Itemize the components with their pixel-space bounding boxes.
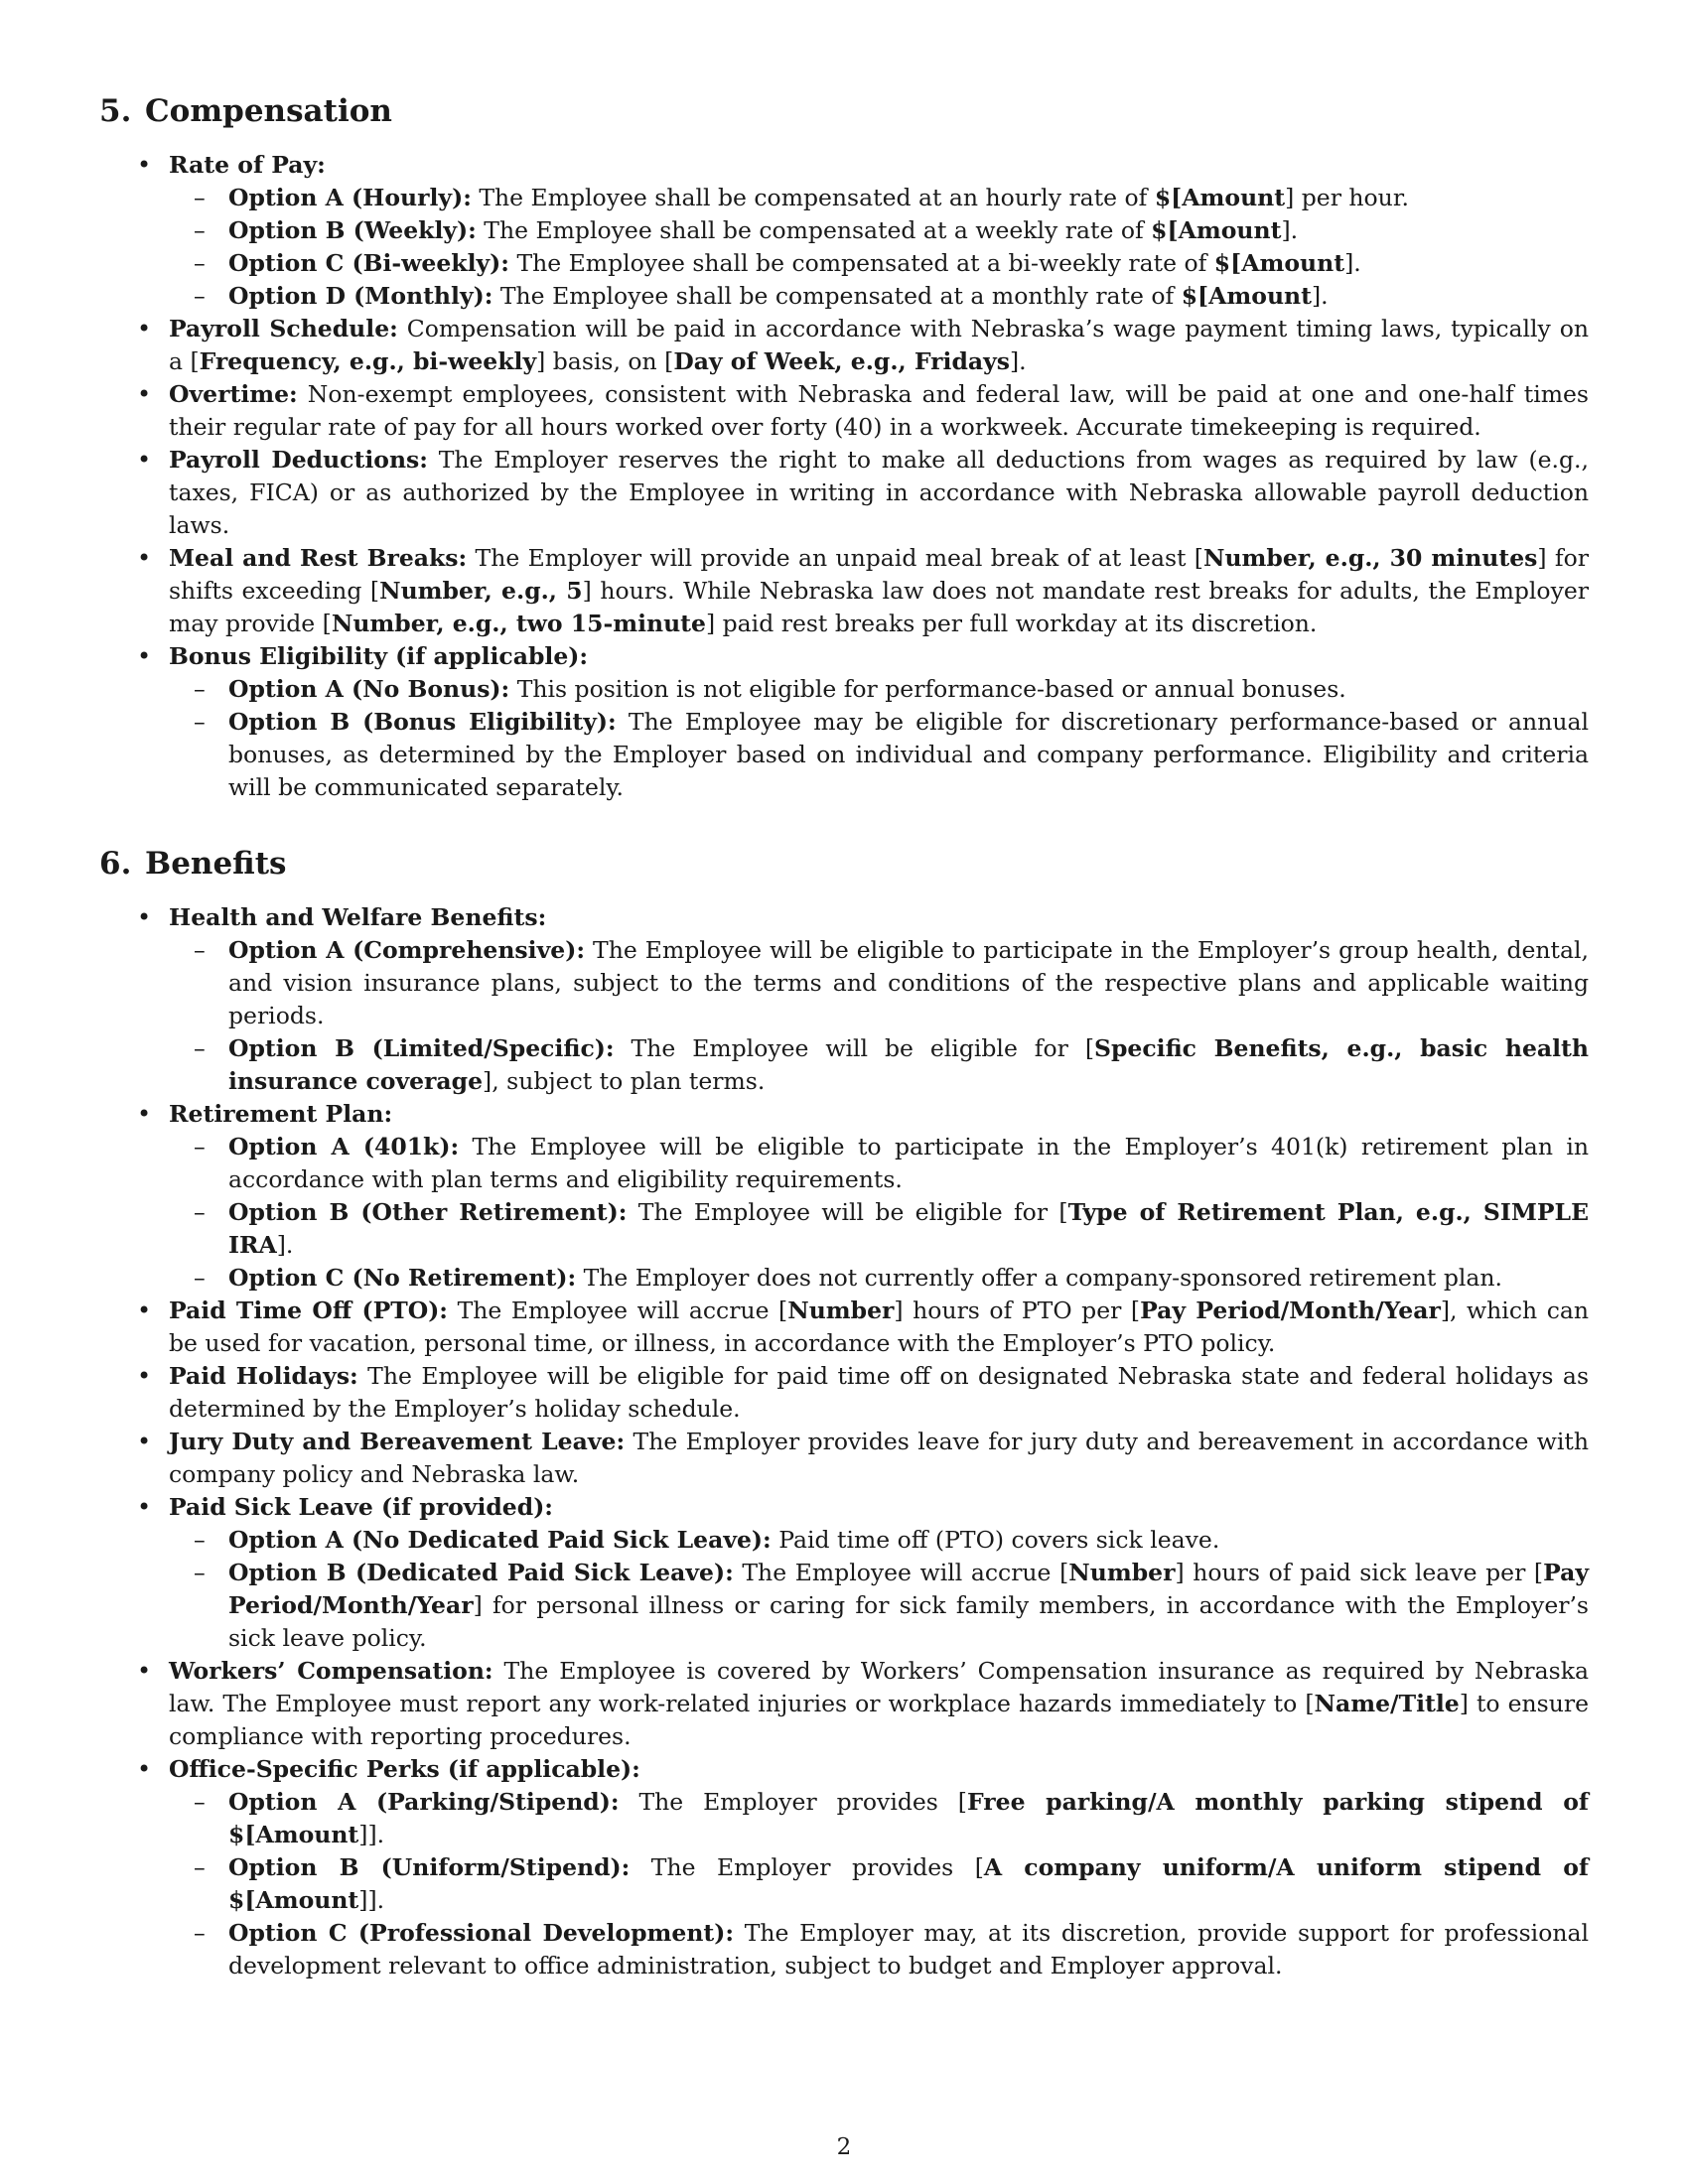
- placeholder-field: Number, e.g., 5: [379, 577, 583, 605]
- section-title: [99, 91, 1589, 131]
- option-list: [169, 1131, 1589, 1295]
- placeholder-field: $[Amount: [1154, 184, 1286, 211]
- option-item: [169, 1131, 1589, 1196]
- list-item: [99, 1491, 1589, 1655]
- list-item: [99, 378, 1589, 444]
- text-run: ] hours of paid sick leave per [: [1175, 1559, 1544, 1586]
- list-item: [99, 313, 1589, 378]
- item-text: [169, 1426, 1589, 1491]
- item-text: [169, 1753, 1589, 1786]
- item-text: [169, 378, 1589, 444]
- text-run: The Employee will be eligible for [: [627, 1198, 1068, 1226]
- list-item: [99, 1655, 1589, 1753]
- option-label: Option A (No Bonus):: [228, 675, 510, 703]
- option-label: Option B (Weekly):: [228, 216, 477, 244]
- text-run: ], subject to plan terms.: [483, 1067, 766, 1095]
- item-list: [99, 901, 1589, 1982]
- item-heading: Payroll Schedule:: [169, 315, 398, 342]
- text-run: The Employee will be eligible for paid time off on designated Nebraska state and federal holidays as determined by the Employer’s holiday schedule.: [169, 1362, 1589, 1423]
- item-text: [169, 1360, 1589, 1426]
- option-list: [169, 934, 1589, 1098]
- text-run: Paid time off (PTO) covers sick leave.: [771, 1526, 1220, 1554]
- option-item: [169, 214, 1589, 247]
- option-label: Option B (Other Retirement):: [228, 1198, 628, 1226]
- item-text: [169, 542, 1589, 640]
- text-run: The Employee will be eligible to participate in the Employer’s 401(k) retirement plan in accordance with plan terms and eligibility requirements.: [228, 1133, 1589, 1193]
- item-text: [169, 149, 1589, 182]
- text-run: This position is not eligible for performance-based or annual bonuses.: [509, 675, 1346, 703]
- text-run: ].: [276, 1231, 294, 1259]
- option-label: Option A (401k):: [228, 1133, 460, 1160]
- placeholder-field: $[Amount: [1151, 216, 1282, 244]
- text-run: The Employee shall be compensated at a monthly rate of: [492, 282, 1182, 310]
- list-item: [99, 901, 1589, 1098]
- item-text: [169, 1295, 1589, 1360]
- item-text: [169, 1491, 1589, 1524]
- item-text: [169, 901, 1589, 934]
- item-heading: Paid Sick Leave (if provided):: [169, 1493, 553, 1521]
- option-list: [169, 182, 1589, 313]
- placeholder-field: $[Amount: [1181, 282, 1312, 310]
- option-list: [169, 1786, 1589, 1982]
- list-item: [99, 444, 1589, 542]
- option-item: [169, 1917, 1589, 1982]
- section-title-text: Benefits: [145, 846, 287, 882]
- section-number: 6.: [99, 846, 132, 882]
- option-list: [169, 1524, 1589, 1655]
- placeholder-field: Type of Retirement Plan, e.g., SIMPLE IRA: [228, 1198, 1589, 1259]
- item-text: [169, 1098, 1589, 1131]
- option-label: Option B (Dedicated Paid Sick Leave):: [228, 1559, 734, 1586]
- option-item: [169, 1786, 1589, 1851]
- text-run: The Employee shall be compensated at a bi-weekly rate of: [508, 249, 1214, 277]
- item-list: [99, 149, 1589, 804]
- placeholder-field: Number: [787, 1297, 895, 1324]
- item-heading: Overtime:: [169, 380, 298, 408]
- item-heading: Paid Time Off (PTO):: [169, 1297, 448, 1324]
- item-heading: Paid Holidays:: [169, 1362, 358, 1390]
- item-heading: Jury Duty and Bereavement Leave:: [169, 1428, 626, 1455]
- option-label: Option A (Hourly):: [228, 184, 472, 211]
- option-item: [169, 1524, 1589, 1557]
- list-item: [99, 1753, 1589, 1982]
- option-item: [169, 1851, 1589, 1917]
- option-item: [169, 1032, 1589, 1098]
- option-label: Option B (Bonus Eligibility):: [228, 708, 617, 736]
- text-run: The Employee is covered by Workers’ Compensation insurance as required by Nebraska law. The Employee must report any work-related injuries or workplace hazards immediately to [: [169, 1657, 1589, 1717]
- item-heading: Health and Welfare Benefits:: [169, 903, 547, 931]
- placeholder-field: Pay Period/Month/Year: [228, 1559, 1590, 1619]
- text-run: Non-exempt employees, consistent with Nebraska and federal law, will be paid at one and one-half times their regular rate of pay for all hours worked over forty (40) in a workweek. Accurate timekeeping is required.: [169, 380, 1589, 441]
- item-text: [169, 640, 1589, 673]
- text-run: The Employee will be eligible for [: [614, 1034, 1094, 1062]
- text-run: ] for shifts exceeding [: [169, 544, 1590, 605]
- text-run: The Employee shall be compensated at a weekly rate of: [476, 216, 1152, 244]
- option-label: Option C (Bi-weekly):: [228, 249, 509, 277]
- option-item: [169, 1262, 1589, 1295]
- option-item: [169, 673, 1589, 706]
- placeholder-field: $[Amount: [1213, 249, 1345, 277]
- text-run: The Employer provides [: [619, 1788, 967, 1816]
- placeholder-field: Number: [1068, 1559, 1176, 1586]
- option-item: [169, 1557, 1589, 1655]
- text-run: The Employer will provide an unpaid meal break of at least [: [467, 544, 1203, 572]
- text-run: ].: [1010, 347, 1027, 375]
- placeholder-field: Name/Title: [1314, 1690, 1460, 1717]
- placeholder-field: Pay Period/Month/Year: [1140, 1297, 1441, 1324]
- item-text: [169, 1655, 1589, 1753]
- option-label: Option B (Limited/Specific):: [228, 1034, 615, 1062]
- option-label: Option A (Parking/Stipend):: [228, 1788, 620, 1816]
- option-item: [169, 1196, 1589, 1262]
- item-heading: Payroll Deductions:: [169, 446, 428, 474]
- option-item: [169, 934, 1589, 1032]
- document-page: [99, 91, 1589, 1982]
- text-run: ] for personal illness or caring for sick family members, in accordance with the Employer’s sick leave policy.: [228, 1591, 1589, 1652]
- option-label: Option C (Professional Development):: [228, 1919, 735, 1947]
- placeholder-field: Number, e.g., two 15-minute: [331, 610, 706, 637]
- option-label: Option D (Monthly):: [228, 282, 493, 310]
- placeholder-field: Specific Benefits, e.g., basic health insurance coverage: [228, 1034, 1589, 1095]
- text-run: Compensation will be paid in accordance with Nebraska’s wage payment timing laws, typically on a [: [169, 315, 1590, 375]
- text-run: ] hours. While Nebraska law does not mandate rest breaks for adults, the Employer may provide [: [169, 577, 1589, 637]
- option-item: [169, 706, 1589, 804]
- item-heading: Retirement Plan:: [169, 1100, 393, 1128]
- option-item: [169, 182, 1589, 214]
- option-item: [169, 247, 1589, 280]
- page-number: 2: [836, 2134, 852, 2160]
- text-run: ]].: [358, 1886, 385, 1914]
- placeholder-field: Day of Week, e.g., Fridays: [673, 347, 1010, 375]
- item-heading: Meal and Rest Breaks:: [169, 544, 468, 572]
- text-run: The Employee shall be compensated at an hourly rate of: [471, 184, 1155, 211]
- text-run: ] basis, on [: [536, 347, 674, 375]
- item-heading: Office-Specific Perks (if applicable):: [169, 1755, 640, 1783]
- placeholder-field: Free parking/A monthly parking stipend of $[Amount: [228, 1788, 1589, 1848]
- placeholder-field: A company uniform/A uniform stipend of $[Amount: [228, 1853, 1589, 1914]
- option-list: [169, 673, 1589, 804]
- text-run: The Employer reserves the right to make all deductions from wages as required by law (e.g., taxes, FICA) or as authorized by the Employee in writing in accordance with Nebraska allowable payroll deduction laws.: [169, 446, 1589, 539]
- section: [99, 91, 1589, 804]
- section-title: [99, 844, 1589, 884]
- text-run: The Employee will accrue [: [733, 1559, 1069, 1586]
- section-title-text: Compensation: [145, 93, 392, 129]
- list-item: [99, 1360, 1589, 1426]
- text-run: The Employer does not currently offer a company-sponsored retirement plan.: [576, 1264, 1502, 1292]
- text-run: ], which can be used for vacation, personal time, or illness, in accordance with the Employer’s PTO policy.: [169, 1297, 1589, 1357]
- text-run: ].: [1311, 282, 1329, 310]
- item-heading: Bonus Eligibility (if applicable):: [169, 642, 589, 670]
- text-run: ] hours of PTO per [: [894, 1297, 1141, 1324]
- text-run: ].: [1281, 216, 1299, 244]
- item-heading: Rate of Pay:: [169, 151, 326, 179]
- text-run: The Employee will accrue [: [448, 1297, 788, 1324]
- item-text: [169, 444, 1589, 542]
- list-item: [99, 149, 1589, 313]
- list-item: [99, 1098, 1589, 1295]
- option-label: Option C (No Retirement):: [228, 1264, 577, 1292]
- option-label: Option A (Comprehensive):: [228, 936, 585, 964]
- list-item: [99, 1295, 1589, 1360]
- item-heading: Workers’ Compensation:: [169, 1657, 493, 1685]
- list-item: [99, 640, 1589, 804]
- text-run: The Employee may be eligible for discretionary performance-based or annual bonuses, as determined by the Employer based on individual and company performance. Eligibility and criteria will be communicated separately.: [228, 708, 1589, 801]
- text-run: ] to ensure compliance with reporting procedures.: [169, 1690, 1590, 1750]
- text-run: The Employer provides [: [630, 1853, 984, 1881]
- text-run: The Employer may, at its discretion, provide support for professional development relevant to office administration, subject to budget and Employer approval.: [228, 1919, 1589, 1979]
- text-run: The Employer provides leave for jury duty and bereavement in accordance with company policy and Nebraska law.: [169, 1428, 1590, 1488]
- placeholder-field: Number, e.g., 30 minutes: [1202, 544, 1538, 572]
- item-text: [169, 313, 1589, 378]
- text-run: ].: [1344, 249, 1361, 277]
- section: [99, 844, 1589, 1982]
- text-run: The Employee will be eligible to participate in the Employer’s group health, dental, and vision insurance plans, subject to the terms and conditions of the respective plans and applicable waiting periods.: [228, 936, 1589, 1029]
- text-run: ] per hour.: [1285, 184, 1409, 211]
- option-label: Option B (Uniform/Stipend):: [228, 1853, 631, 1881]
- list-item: [99, 542, 1589, 640]
- option-item: [169, 280, 1589, 313]
- list-item: [99, 1426, 1589, 1491]
- text-run: ]].: [358, 1821, 385, 1848]
- placeholder-field: Frequency, e.g., bi-weekly: [199, 347, 537, 375]
- text-run: ] paid rest breaks per full workday at its discretion.: [705, 610, 1318, 637]
- section-number: 5.: [99, 93, 132, 129]
- option-label: Option A (No Dedicated Paid Sick Leave):: [228, 1526, 772, 1554]
